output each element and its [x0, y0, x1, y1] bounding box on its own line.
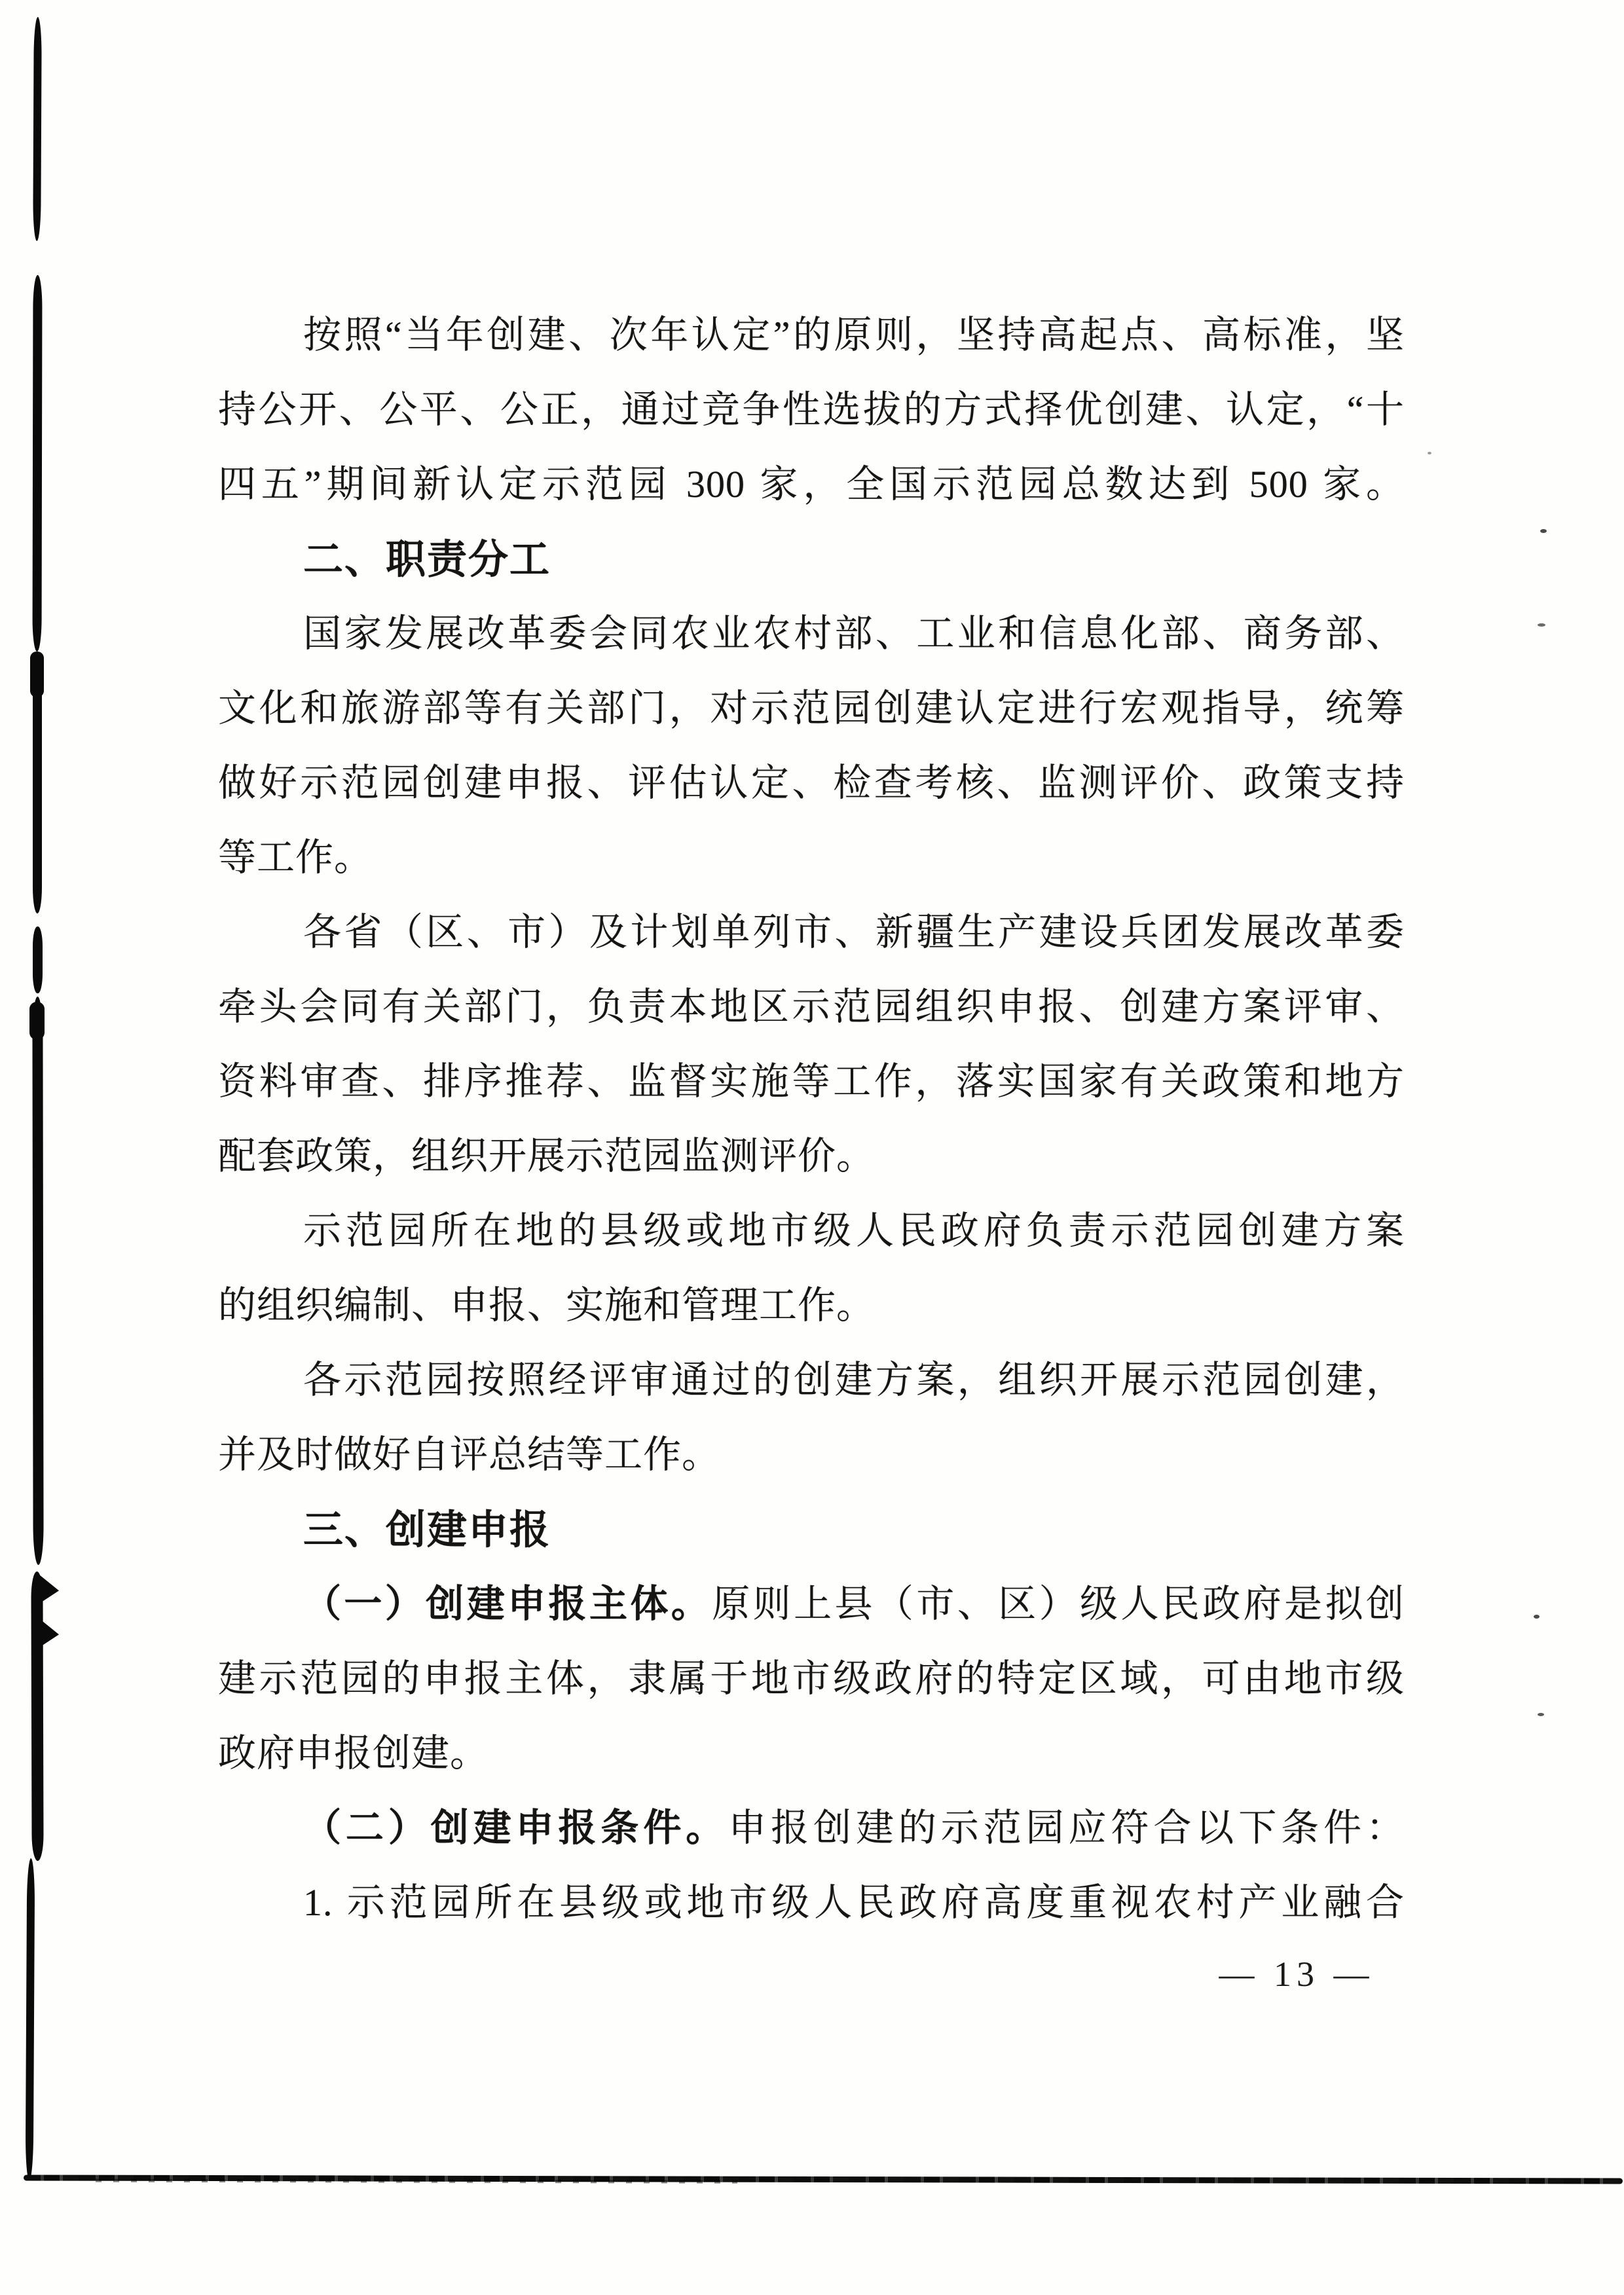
scan-streak-segment — [33, 652, 42, 913]
line-bold-label: （一）创建申报主体。 — [303, 1583, 712, 1625]
scan-streak-segment — [39, 1575, 59, 1604]
scan-artifact-bottom-line — [24, 2175, 1623, 2184]
line-text: 示范园所在地的县级或地市级人民政府负责示范园创建方案 — [303, 1209, 1405, 1252]
line-bold-label: （二）创建申报条件。 — [303, 1807, 729, 1849]
scan-streak-segment — [32, 275, 42, 652]
scan-streak-segment — [31, 1571, 43, 1861]
text-line — [218, 1567, 1405, 1642]
line-text: 并及时做好自评总结等工作。 — [218, 1433, 721, 1476]
text-line — [218, 522, 1405, 597]
text-line — [218, 1492, 1405, 1567]
line-text: 1. 示范园所在县级或地市级人民政府高度重视农村产业融合 — [303, 1881, 1405, 1924]
scan-streak-segment — [39, 1619, 59, 1647]
line-text: 二、职责分工 — [303, 537, 551, 581]
text-line — [218, 1716, 1405, 1791]
scan-streak-segment — [33, 927, 43, 993]
line-text: 持公开、公平、公正，通过竞争性选拔的方式择优创建、认定，“十 — [218, 388, 1405, 431]
text-line — [218, 373, 1405, 447]
line-text: 按照“当年创建、次年认定”的原则，坚持高起点、高标准，坚 — [303, 314, 1405, 356]
text-line — [218, 895, 1405, 970]
text-line — [218, 298, 1405, 373]
text-line — [218, 1119, 1405, 1194]
ink-speck — [1538, 1713, 1544, 1716]
line-text: 等工作。 — [218, 836, 373, 879]
line-text: 国家发展改革委会同农业农村部、工业和信息化部、商务部、 — [303, 612, 1405, 655]
text-line — [218, 1268, 1405, 1343]
line-text: 申报创建的示范园应符合以下条件： — [728, 1807, 1405, 1849]
text-line — [218, 746, 1405, 820]
text-line — [218, 970, 1405, 1044]
text-line — [218, 1865, 1405, 1940]
line-text: 的组织编制、申报、实施和管理工作。 — [218, 1284, 876, 1327]
scan-streak-segment — [26, 1858, 35, 2180]
page-number: — 13 — — [1219, 1955, 1375, 1994]
line-text: 资料审查、排序推荐、监督实施等工作，落实国家有关政策和地方 — [218, 1060, 1405, 1103]
ink-speck — [1534, 1615, 1540, 1619]
line-text: 原则上县（市、区）级人民政府是拟创 — [712, 1583, 1405, 1625]
scan-streak-segment — [33, 17, 41, 241]
text-line — [218, 820, 1405, 895]
text-line — [218, 1791, 1405, 1865]
line-text: 文化和旅游部等有关部门，对示范园创建认定进行宏观指导，统筹 — [218, 687, 1405, 729]
line-text: 建示范园的申报主体，隶属于地市级政府的特定区域，可由地市级 — [218, 1657, 1405, 1700]
line-text: 配套政策，组织开展示范园监测评价。 — [218, 1135, 876, 1177]
line-text: 四五”期间新认定示范园 300 家，全国示范园总数达到 500 家。 — [218, 463, 1405, 505]
line-text: 三、创建申报 — [303, 1507, 551, 1552]
line-text: 牵头会同有关部门，负责本地区示范园组织申报、创建方案评审、 — [218, 985, 1405, 1028]
text-line — [218, 447, 1405, 522]
scan-streak-segment — [32, 997, 43, 1565]
ink-speck — [1428, 452, 1431, 454]
text-line — [218, 1343, 1405, 1418]
text-line — [218, 597, 1405, 671]
ink-speck — [1540, 529, 1547, 533]
document-body — [218, 298, 1405, 1940]
text-line — [218, 1642, 1405, 1716]
text-line — [218, 1418, 1405, 1492]
ink-speck — [1538, 623, 1545, 627]
line-text: 做好示范园创建申报、评估认定、检查考核、监测评价、政策支持 — [218, 762, 1405, 804]
line-text: 政府申报创建。 — [218, 1732, 489, 1774]
text-line — [218, 671, 1405, 746]
text-line — [218, 1044, 1405, 1119]
line-text: 各省（区、市）及计划单列市、新疆生产建设兵团发展改革委 — [303, 911, 1405, 953]
line-text: 各示范园按照经评审通过的创建方案，组织开展示范园创建， — [303, 1359, 1405, 1401]
text-line — [218, 1194, 1405, 1268]
